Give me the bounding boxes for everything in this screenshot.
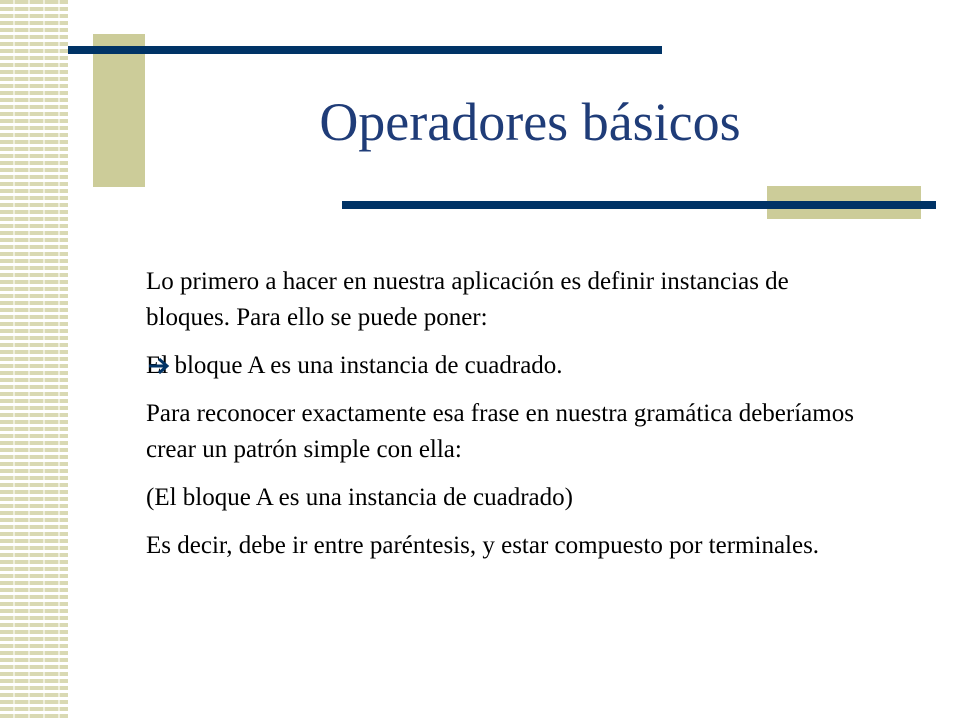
top-khaki-block — [93, 34, 145, 187]
bullet-item — [146, 348, 866, 384]
paragraph-grammar: Para reconocer exactamente esa frase en nuestra gramática deberíamos crear un patrón simple con ella: — [146, 400, 854, 463]
paragraph-intro: Lo primero a hacer en nuestra aplicación es definir instancias de bloques. Para ello se puede poner: — [146, 268, 789, 331]
top-blue-bar — [68, 46, 662, 54]
paragraph-pattern: (El bloque A es una instancia de cuadrado) — [146, 484, 573, 511]
bottom-blue-bar — [342, 201, 936, 209]
arrow-right-icon — [148, 355, 170, 377]
left-stripe-decoration — [0, 0, 68, 720]
slide-content — [146, 264, 866, 576]
bullet-text: El bloque A es una instancia de cuadrado. — [146, 352, 563, 379]
paragraph-conclusion: Es decir, debe ir entre paréntesis, y estar compuesto por terminales. — [146, 532, 820, 559]
slide-title: Operadores básicos — [319, 92, 741, 152]
